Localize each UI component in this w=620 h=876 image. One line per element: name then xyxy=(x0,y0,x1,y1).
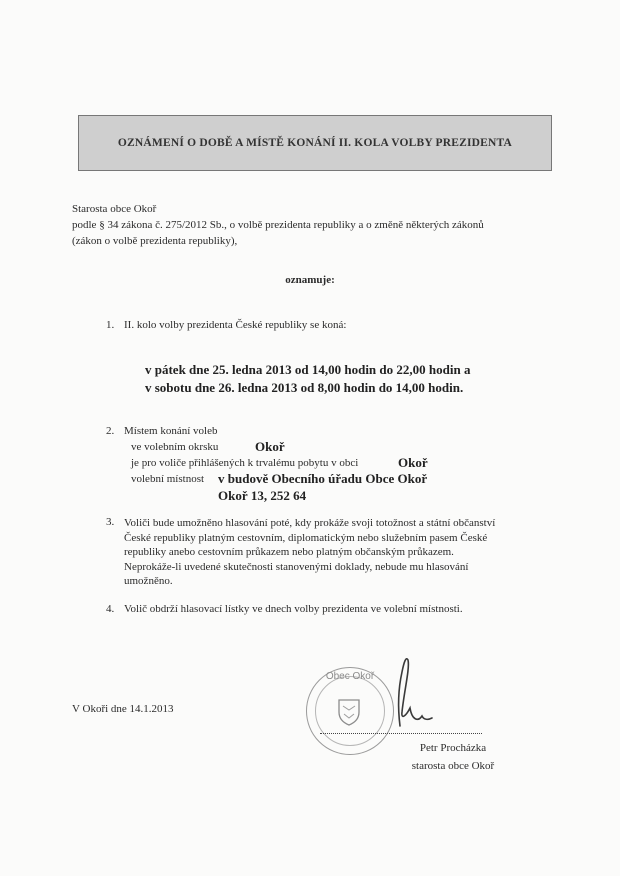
signatory-name: Petr Procházka xyxy=(419,742,487,754)
signature-line xyxy=(320,733,482,734)
item3-line: Neprokáže-li uvedené skutečnosti stanovenými doklady, nebude mu hlasování xyxy=(124,560,469,573)
item-number: 4. xyxy=(106,603,115,615)
item3-paragraph xyxy=(124,516,544,589)
announce-heading: oznamuje: xyxy=(285,274,335,286)
intro-line: (zákon o volbě prezidenta republiky), xyxy=(72,235,238,247)
item3-line: Voliči bude umožněno hlasování poté, kdy prokáže svoji totožnost a státní občanství xyxy=(124,517,496,529)
intro-block xyxy=(72,201,552,249)
signature-icon xyxy=(382,650,442,730)
item-number: 3. xyxy=(106,516,115,528)
polling-room: v budově Obecního úřadu Obce Okoř xyxy=(218,471,428,486)
signatory-role: starosta obce Okoř xyxy=(411,760,495,772)
item1-text: II. kolo volby prezidenta České republiky se koná: xyxy=(124,319,347,331)
intro-line: Starosta obce Okoř xyxy=(72,203,157,215)
district-name: Okoř xyxy=(255,439,285,454)
item2-line: volební místnost xyxy=(131,473,205,485)
item-number: 1. xyxy=(106,319,115,331)
election-date-2: v sobotu dne 26. ledna 2013 od 8,00 hodin do 14,00 hodin. xyxy=(145,380,464,395)
item-number: 2. xyxy=(106,425,115,437)
municipality-name: Okoř xyxy=(398,455,428,470)
item2-line: ve volebním okrsku xyxy=(131,441,219,453)
item4-text: Volič obdrží hlasovací lístky ve dnech volby prezidenta ve volební místnosti. xyxy=(124,603,463,615)
item2-line: Místem konání voleb xyxy=(124,425,218,437)
item3-line: umožněno. xyxy=(124,575,173,587)
intro-line: podle § 34 zákona č. 275/2012 Sb., o volbě prezidenta republiky a o změně některých zákonů xyxy=(72,219,484,231)
item3-line: České republiky platným cestovním, diplomatickým nebo služebním pasem České xyxy=(124,531,488,544)
document-title: OZNÁMENÍ O DOBĚ A MÍSTĚ KONÁNÍ II. KOLA VOLBY PREZIDENTA xyxy=(78,115,552,171)
election-date-1: v pátek dne 25. ledna 2013 od 14,00 hodin do 22,00 hodin a xyxy=(145,362,471,377)
place-date: V Okoři dne 14.1.2013 xyxy=(72,703,174,715)
item3-line: republiky anebo cestovním průkazem nebo platným občanským průkazem. xyxy=(124,546,454,558)
item2-line: je pro voliče přihlášených k trvalému pobytu v obci xyxy=(131,457,359,469)
stamp-text: Obec Okoř xyxy=(325,671,375,682)
coat-of-arms-icon xyxy=(337,698,361,726)
polling-address: Okoř 13, 252 64 xyxy=(218,488,307,503)
